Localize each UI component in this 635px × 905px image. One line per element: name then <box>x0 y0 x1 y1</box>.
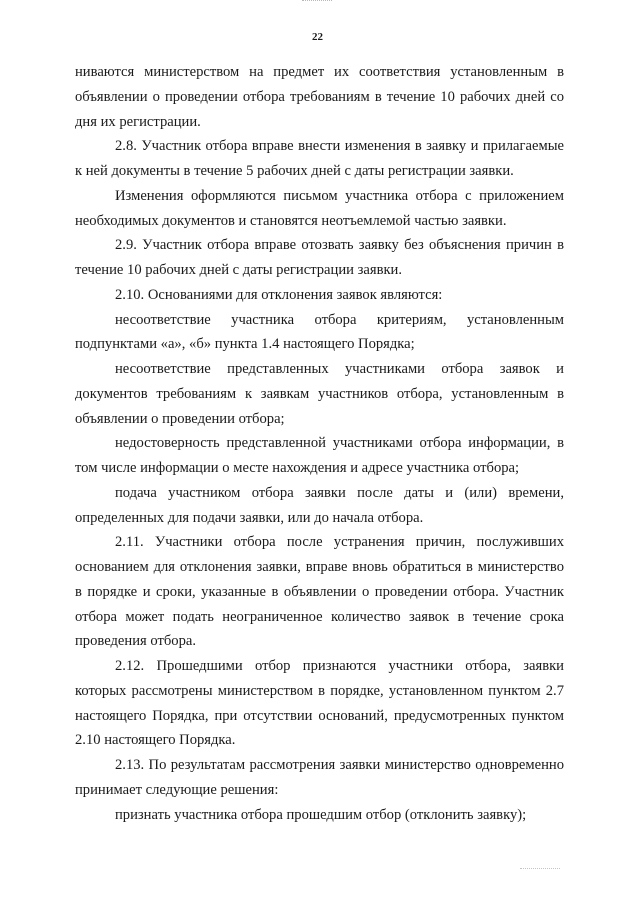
paragraph-2-10: 2.10. Основаниями для отклонения заявок являются: <box>115 286 443 303</box>
list-item-unreliable-info: недостоверность представленной участниками отбора информации, в том числе информации о месте нахождения и адресе участника отбора; <box>75 435 564 476</box>
scan-artifact-top <box>302 0 332 5</box>
paragraph-continuation: ниваются министерством на предмет их соответствия установленным в объявлении о проведении отбора требованиям в течение 10 рабочих дней со дня их регистрации. <box>75 64 564 130</box>
list-item-criteria: несоответствие участника отбора критериям, установленным подпунктами «а», «б» пункта 1.4 настоящего Порядка; <box>75 311 564 353</box>
paragraph-2-8: 2.8. Участник отбора вправе внести изменения в заявку и прилагаемые к ней документы в течение 5 рабочих дней с даты регистрации заявки. <box>75 138 564 179</box>
list-item-late-submission: подача участником отбора заявки после даты и (или) времени, определенных для подачи заявки, или до начала отбора. <box>75 484 564 526</box>
list-item-requirements: несоответствие представленных участниками отбора заявок и документов требованиям к заявкам участников отбора, установленным в объявлении о проведении отбора; <box>75 361 564 427</box>
scan-artifact-bottom <box>520 868 560 871</box>
paragraph-2-9: 2.9. Участник отбора вправе отозвать заявку без объяснения причин в течение 10 рабочих дней с даты регистрации заявки. <box>75 237 564 278</box>
paragraph-2-13: 2.13. По результатам рассмотрения заявки министерство одновременно принимает следующие решения: <box>75 757 564 798</box>
paragraph-2-12: 2.12. Прошедшими отбор признаются участники отбора, заявки которых рассмотрены министерством в порядке, установленном пунктом 2.7 настоящего Порядка, при отсутствии оснований, предусмотренных пунктом 2.10 настоящего Порядка. <box>75 658 564 749</box>
paragraph-changes: Изменения оформляются письмом участника отбора с приложением необходимых документов и становятся неотъемлемой частью заявки. <box>75 187 564 229</box>
document-body <box>75 60 564 827</box>
page-number: 22 <box>312 31 323 43</box>
paragraph-2-11: 2.11. Участники отбора после устранения причин, послуживших основанием для отклонения заявки, вправе вновь обратиться в министерство в порядке и сроки, указанные в объявлении о проведении отбора. Участник отбора может подать неограниченное количество заявок в течение срока проведения отбора. <box>75 534 564 650</box>
list-item-decision: признать участника отбора прошедшим отбор (отклонить заявку); <box>115 806 527 823</box>
